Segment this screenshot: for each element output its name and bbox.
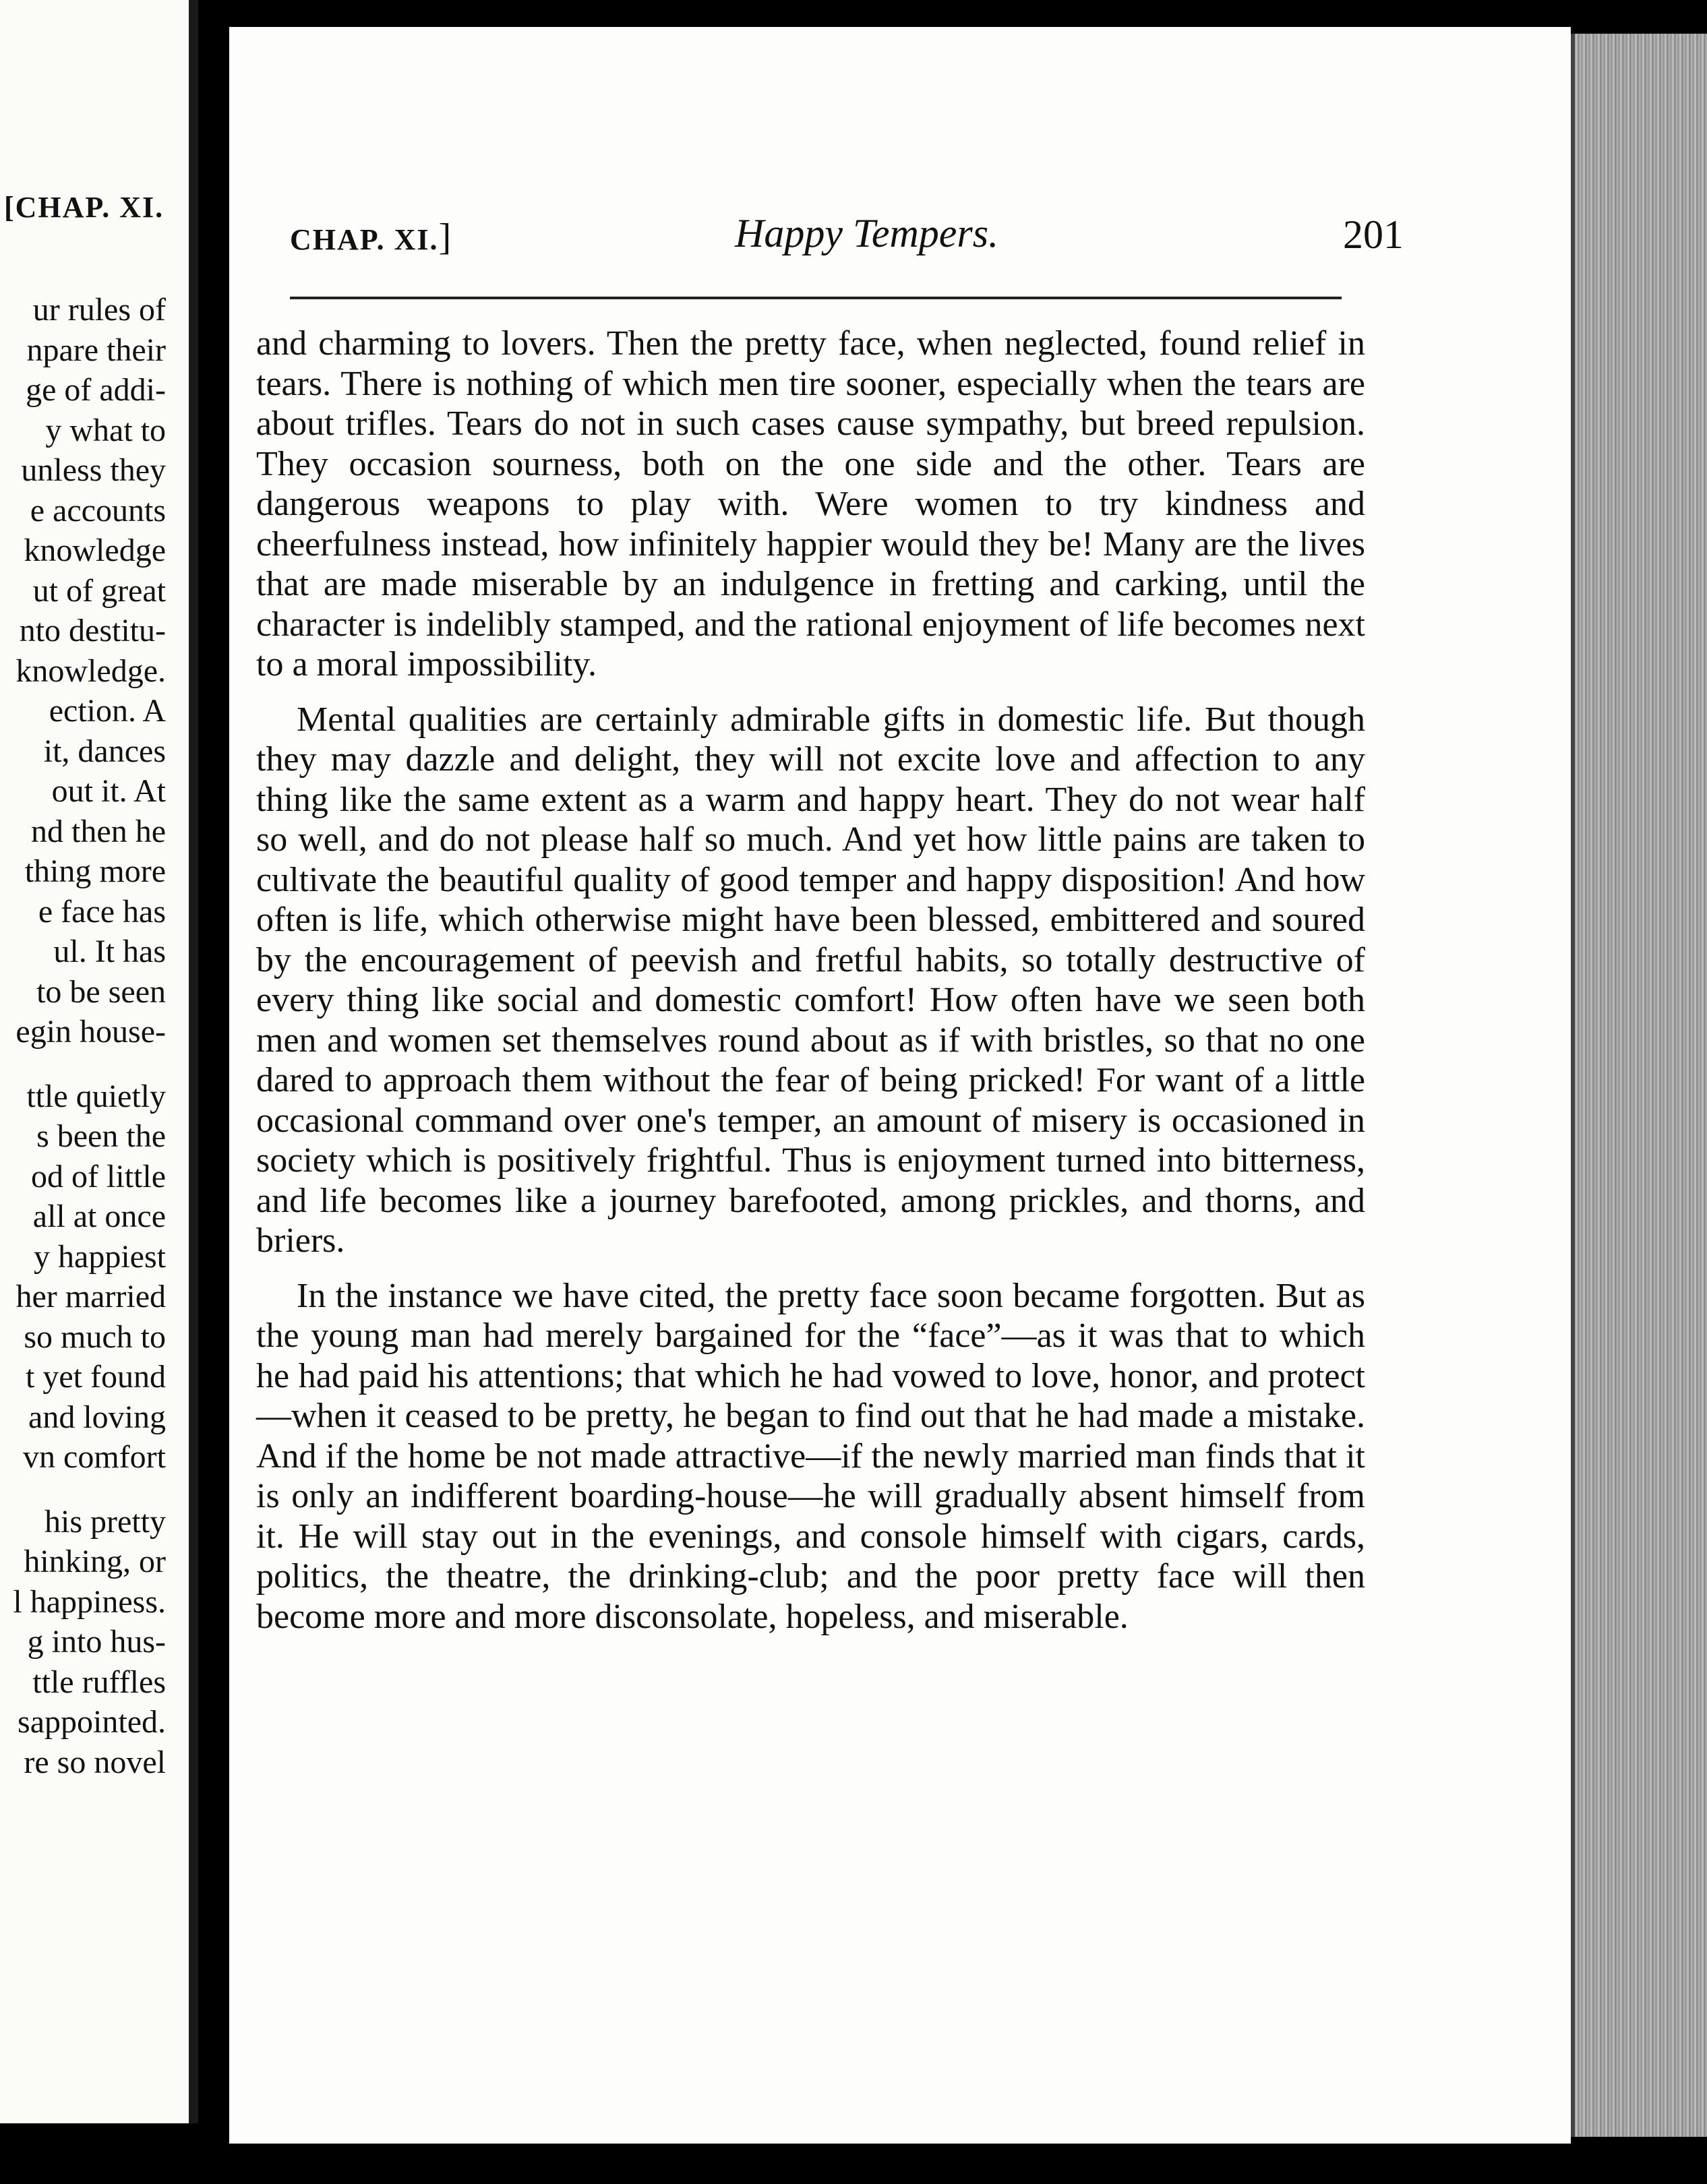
left-line: od of little [31,1158,166,1194]
left-line: egin house- [16,1014,166,1050]
left-line: s been the [36,1118,166,1154]
left-line: e face has [38,893,166,930]
left-line: ection. A [49,693,166,729]
left-line: all at once [32,1199,166,1234]
left-line: sappointed. [18,1704,166,1740]
left-line: ge of addi- [26,372,166,408]
left-line: his pretty [44,1503,166,1540]
left-line: ttle ruffles [32,1664,166,1700]
paragraph: and charming to lovers. Then the pretty face, when neglected, found relief in tears. There is nothing of which men tire sooner, especially when the tears are about trifles. Tears do not in such cases cause sympathy, but breed repulsion. They occasion sourness, both on the one side and the other. Tears are dangerous weapons to play with. Were women to try kindness and cheerfulness instead, how infinitely happier would they be! Many are the lives that are made miserable by an indulgence in fretting and carking, until the character is indelibly stamped, and the rational enjoyment of life becomes next to a moral impossibility. [256,324,1365,684]
left-page-lines [13,290,166,1782]
left-line: y happiest [34,1238,166,1275]
chapter-label [290,216,452,259]
left-line: ur rules of [32,292,166,328]
paragraph-gap [13,1052,166,1076]
left-line: nd then he [31,813,166,849]
left-line: npare their [26,332,166,368]
chapter-text: CHAP. XI. [290,223,439,256]
left-line: l happiness. [13,1583,166,1620]
left-line: it, dances [43,733,166,769]
left-line: e accounts [30,492,166,528]
left-line: out it. At [51,773,166,809]
previous-page-fragment [0,0,198,2123]
left-line: ul. It has [53,934,166,969]
left-line: thing more [24,853,166,889]
paragraph: Mental qualities are certainly admirable gifts in domestic life. But though they may dazzle and delight, they will not excite love and affection to any thing like the same extent as a warm and happy heart. They do not wear half so well, and do not please half so much. And yet how little pains are taken to cultivate the beautiful quality of good temper and happy disposition! And how often is life, which otherwise might have been blessed, embittered and soured by the encouragement of peevish and fretful habits, so totally destructive of every thing like social and domestic comfort! How often have we seen both men and women set themselves round about as if with bristles, so that no one dared to approach them without the fear of being pricked! For want of a little occasional command over one's temper, an amount of misery is occasioned in society which is positively frightful. Thus is enjoyment turned into bitterness, and life becomes like a journey barefooted, among prickles, and thorns, and briers. [256,700,1365,1260]
left-line: y what to [45,412,166,448]
left-line: vn comfort [23,1439,166,1475]
left-line: knowledge [24,533,166,568]
left-line: re so novel [24,1744,166,1780]
left-line: nto destitu- [19,613,166,648]
left-line: unless they [21,452,166,488]
left-line: and loving [28,1399,166,1435]
left-line: hinking, or [24,1544,166,1579]
left-line: g into hus- [27,1624,166,1660]
left-line: t yet found [26,1359,166,1395]
running-header [290,204,1404,258]
left-line: knowledge. [16,653,166,689]
page-number: 201 [1343,212,1404,257]
left-line: her married [16,1279,166,1314]
book-page [229,27,1571,2144]
page-body [256,324,1365,1637]
left-line: so much to [24,1318,166,1355]
left-running-header: [CHAP. XI. [4,191,164,224]
header-rule [290,297,1342,299]
chapter-bracket: ] [438,216,453,258]
paragraph: In the instance we have cited, the pretty face soon became forgotten. But as the young man had merely bargained for the “face”—as it was that to which he had paid his attentions; that which he had vowed to love, honor, and protect—when it ceased to be pretty, he began to find out that he had made a mistake. And if the home be not made attractive—if the newly married man finds that it is only an indifferent boarding-house—he will gradually absent himself from it. He will stay out in the evenings, and console himself with cigars, cards, politics, the theatre, the drinking-club; and the poor pretty face will then become more and more disconsolate, hopeless, and miserable. [256,1276,1365,1636]
left-line: ut of great [32,572,166,609]
left-line: ttle quietly [26,1078,166,1114]
paragraph-gap [13,1478,166,1502]
left-line: to be seen [36,973,166,1010]
book-page-edges [1571,34,1707,2137]
running-title: Happy Tempers. [735,211,999,255]
